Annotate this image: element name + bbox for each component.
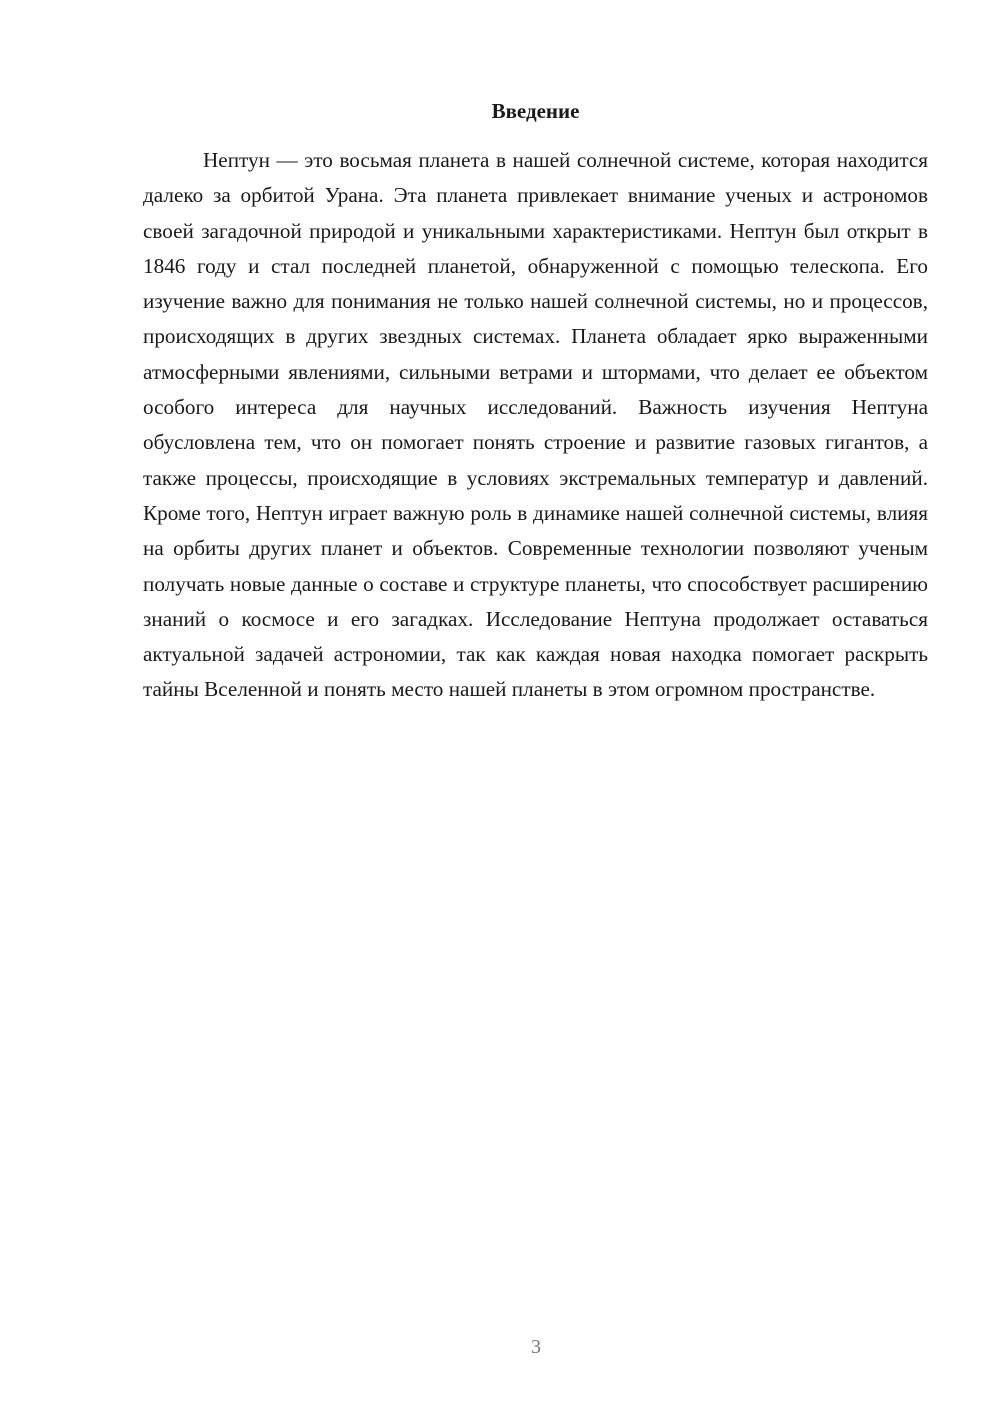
section-heading: Введение — [491, 99, 580, 123]
page-number: 3 — [531, 1336, 541, 1358]
body-paragraph: Нептун — это восьмая планета в нашей солнечной системе, которая находится далеко за орбитой Урана. Эта планета привлекает внимание ученых и астрономов своей загадочной природой и уникальными характеристиками. Нептун был открыт в 1846 году и стал последней планетой, обнаруженной с помощью телескопа. Его изучение важно для понимания не только нашей солнечной системы, но и процессов, происходящих в других звездных системах. Планета обладает ярко выраженными атмосферными явлениями, сильными ветрами и штормами, что делает ее объектом особого интереса для научных исследований. Важность изучения Нептуна обусловлена тем, что он помогает понять строение и развитие газовых гигантов, а также процессы, происходящие в условиях экстремальных температур и давлений. Кроме того, Нептун играет важную роль в динамике нашей солнечной системы, влияя на орбиты других планет и объектов. Современные технологии позволяют ученым получать новые данные о составе и структуре планеты, что способствует расширению знаний о космосе и его загадках. Исследование Нептуна продолжает оставаться актуальной задачей астрономии, так как каждая новая находка помогает раскрыть тайны Вселенной и понять место нашей планеты в этом огромном пространстве. — [143, 148, 928, 702]
